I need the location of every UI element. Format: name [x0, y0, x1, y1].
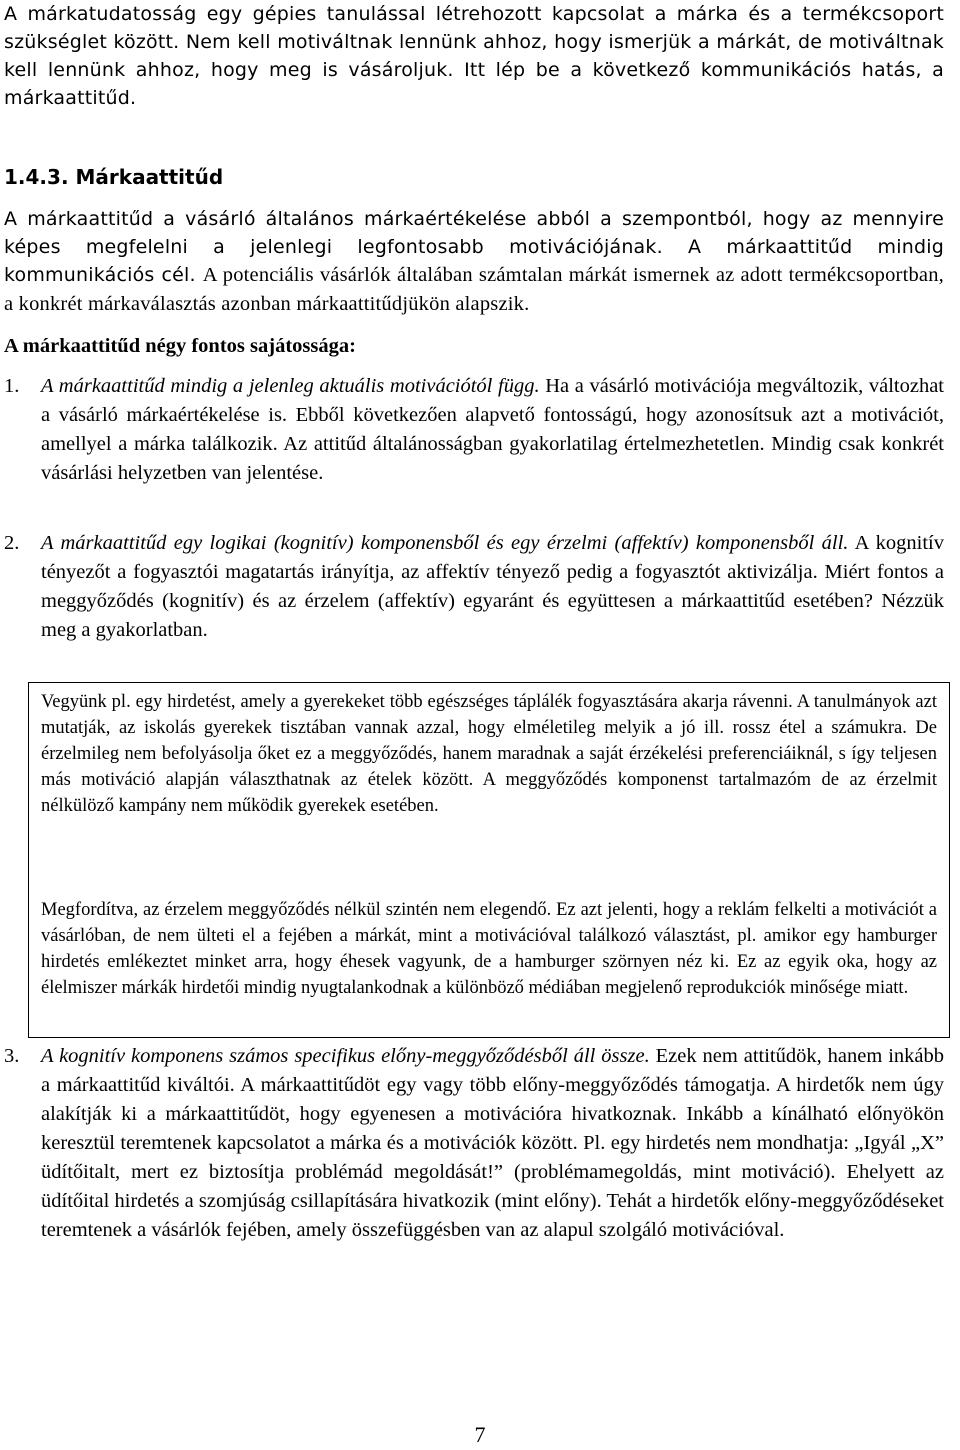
- list-item-text: Ezek nem attitűdök, hanem inkább a márkaattitűd kiváltói. A márkaattitűdöt egy vagy több előny-meggyőződés támogatja. A hirdetők nem úgy alakítják ki a márkaattitűdöt, hogy egyenesen a motivációra hivatkoznak. Inkább a kínálható előnyökön keresztül teremtenek kapcsolatot a márka és a motivációk között. Pl. egy hirdetés nem mondhatja: „Igyál „X” üdítőitalt, mert ez biztosítja problémád megoldását!” (problémamegoldás, mint motiváció). Ehelyett az üdítőital hirdetés a szomjúság csillapítására hivatkozik (mint előny). Tehát a hirdetők előny-meggyőződéseket teremtenek a vásárlók fejében, amely összefüggésben van az alapul szolgáló motivációval.: [41, 1045, 945, 1241]
- list-item-3: [4, 1042, 944, 1245]
- list-item-body: [41, 372, 944, 488]
- intro-paragraph: A márkatudatosság egy gépies tanulással létrehozott kapcsolat a márka és a termékcsoport szükséglet között. Nem kell motiváltnak lennünk ahhoz, hogy ismerjük a márkát, de motiváltnak kell lennünk ahhoz, hogy meg is vásároljuk. Itt lép be a következő kommunikációs hatás, a márkaattitűd.: [4, 3, 944, 109]
- page-number: 7: [474, 1422, 486, 1447]
- example-box-paragraph-2: Megfordítva, az érzelem meggyőződés nélkül szintén nem elegendő. Ez azt jelenti, hogy a reklám felkelti a motivációt a vásárlóban, de nem ülteti el a fejében a márkát, mint a motivációval találkozó választást, pl. amikor egy hamburger hirdetés emlékeztet minket arra, hogy éhesek vagyunk, de a hamburger szörnyen néz ki. Ez az egyik oka, hogy az élelmiszer márkák hirdetői mindig nyugtalankodnak a különböző médiában megjelenő reprodukciók minősége miatt.: [41, 900, 937, 998]
- list-item-1: [4, 372, 944, 488]
- list-item-body: [41, 1042, 944, 1245]
- section-title: 1.4.3. Márkaattitűd: [4, 165, 224, 189]
- section-paragraph-part-b: A potenciális vásárlók általában számtalan márkát ismernek az adott termékcsoportban, a konkrét márkaválasztás azonban márkaattitűdjükön alapszik.: [4, 264, 944, 315]
- list-item-number: 1.: [4, 375, 20, 397]
- list-item-number: 3.: [4, 1045, 20, 1067]
- list-item-number: 2.: [4, 532, 20, 554]
- list-item-text: A kognitív tényezőt a fogyasztói magatartás irányítja, az affektív tényező pedig a fogyasztót aktivizálja. Miért fontos a meggyőződés (kognitív) és az érzelem (affektív) egyaránt és együttesen a márkaattitűd esetében? Nézzük meg a gyakorlatban.: [41, 532, 944, 641]
- section-paragraph-part-a: A márkaattitűd a vásárló általános márkaértékelése abból a szempontból, hogy az mennyire képes megfelelni a jelenlegi legfontosabb motivációjának. A márkaattitűd mindig kommunikációs cél.: [4, 208, 944, 286]
- list-item-text: Ha a vásárló motivációja megváltozik, változhat a vásárló márkaértékelése is. Ebből következően alapvető fontosságú, hogy azonosítsuk azt a motivációt, amellyel a márka találkozik. Az attitűd általánosságban gyakorlatilag értelmezhetetlen. Mindig csak konkrét vásárlási helyzetben van jelentése.: [41, 375, 944, 484]
- section-paragraph: [4, 205, 944, 319]
- properties-title: A márkaattitűd négy fontos sajátossága:: [4, 335, 356, 357]
- list-item-2: [4, 529, 944, 645]
- example-box: [28, 682, 950, 1038]
- list-item-emphasis: A márkaattitűd mindig a jelenleg aktuális motivációtól függ.: [41, 375, 540, 397]
- example-box-paragraph-1: Vegyünk pl. egy hirdetést, amely a gyerekeket több egészséges táplálék fogyasztására akarja rávenni. A tanulmányok azt mutatják, az iskolás gyerekek tisztában vannak azzal, hogy elméletileg melyik a jó ill. rossz étel a számukra. De érzelmileg nem befolyásolja őket ez a meggyőződés, hanem maradnak a saját érzékelési preferenciáiknál, s így teljesen más motiváció alapján választhatnak az ételek között. A meggyőződés komponenst tartalmazóm de az érzelmit nélkülöző kampány nem működik gyerekek esetében.: [41, 692, 937, 816]
- list-item-emphasis: A márkaattitűd egy logikai (kognitív) komponensből és egy érzelmi (affektív) komponensből áll.: [41, 532, 849, 554]
- list-item-body: [41, 529, 944, 645]
- list-item-emphasis: A kognitív komponens számos specifikus előny-meggyőződésből áll össze.: [41, 1045, 650, 1067]
